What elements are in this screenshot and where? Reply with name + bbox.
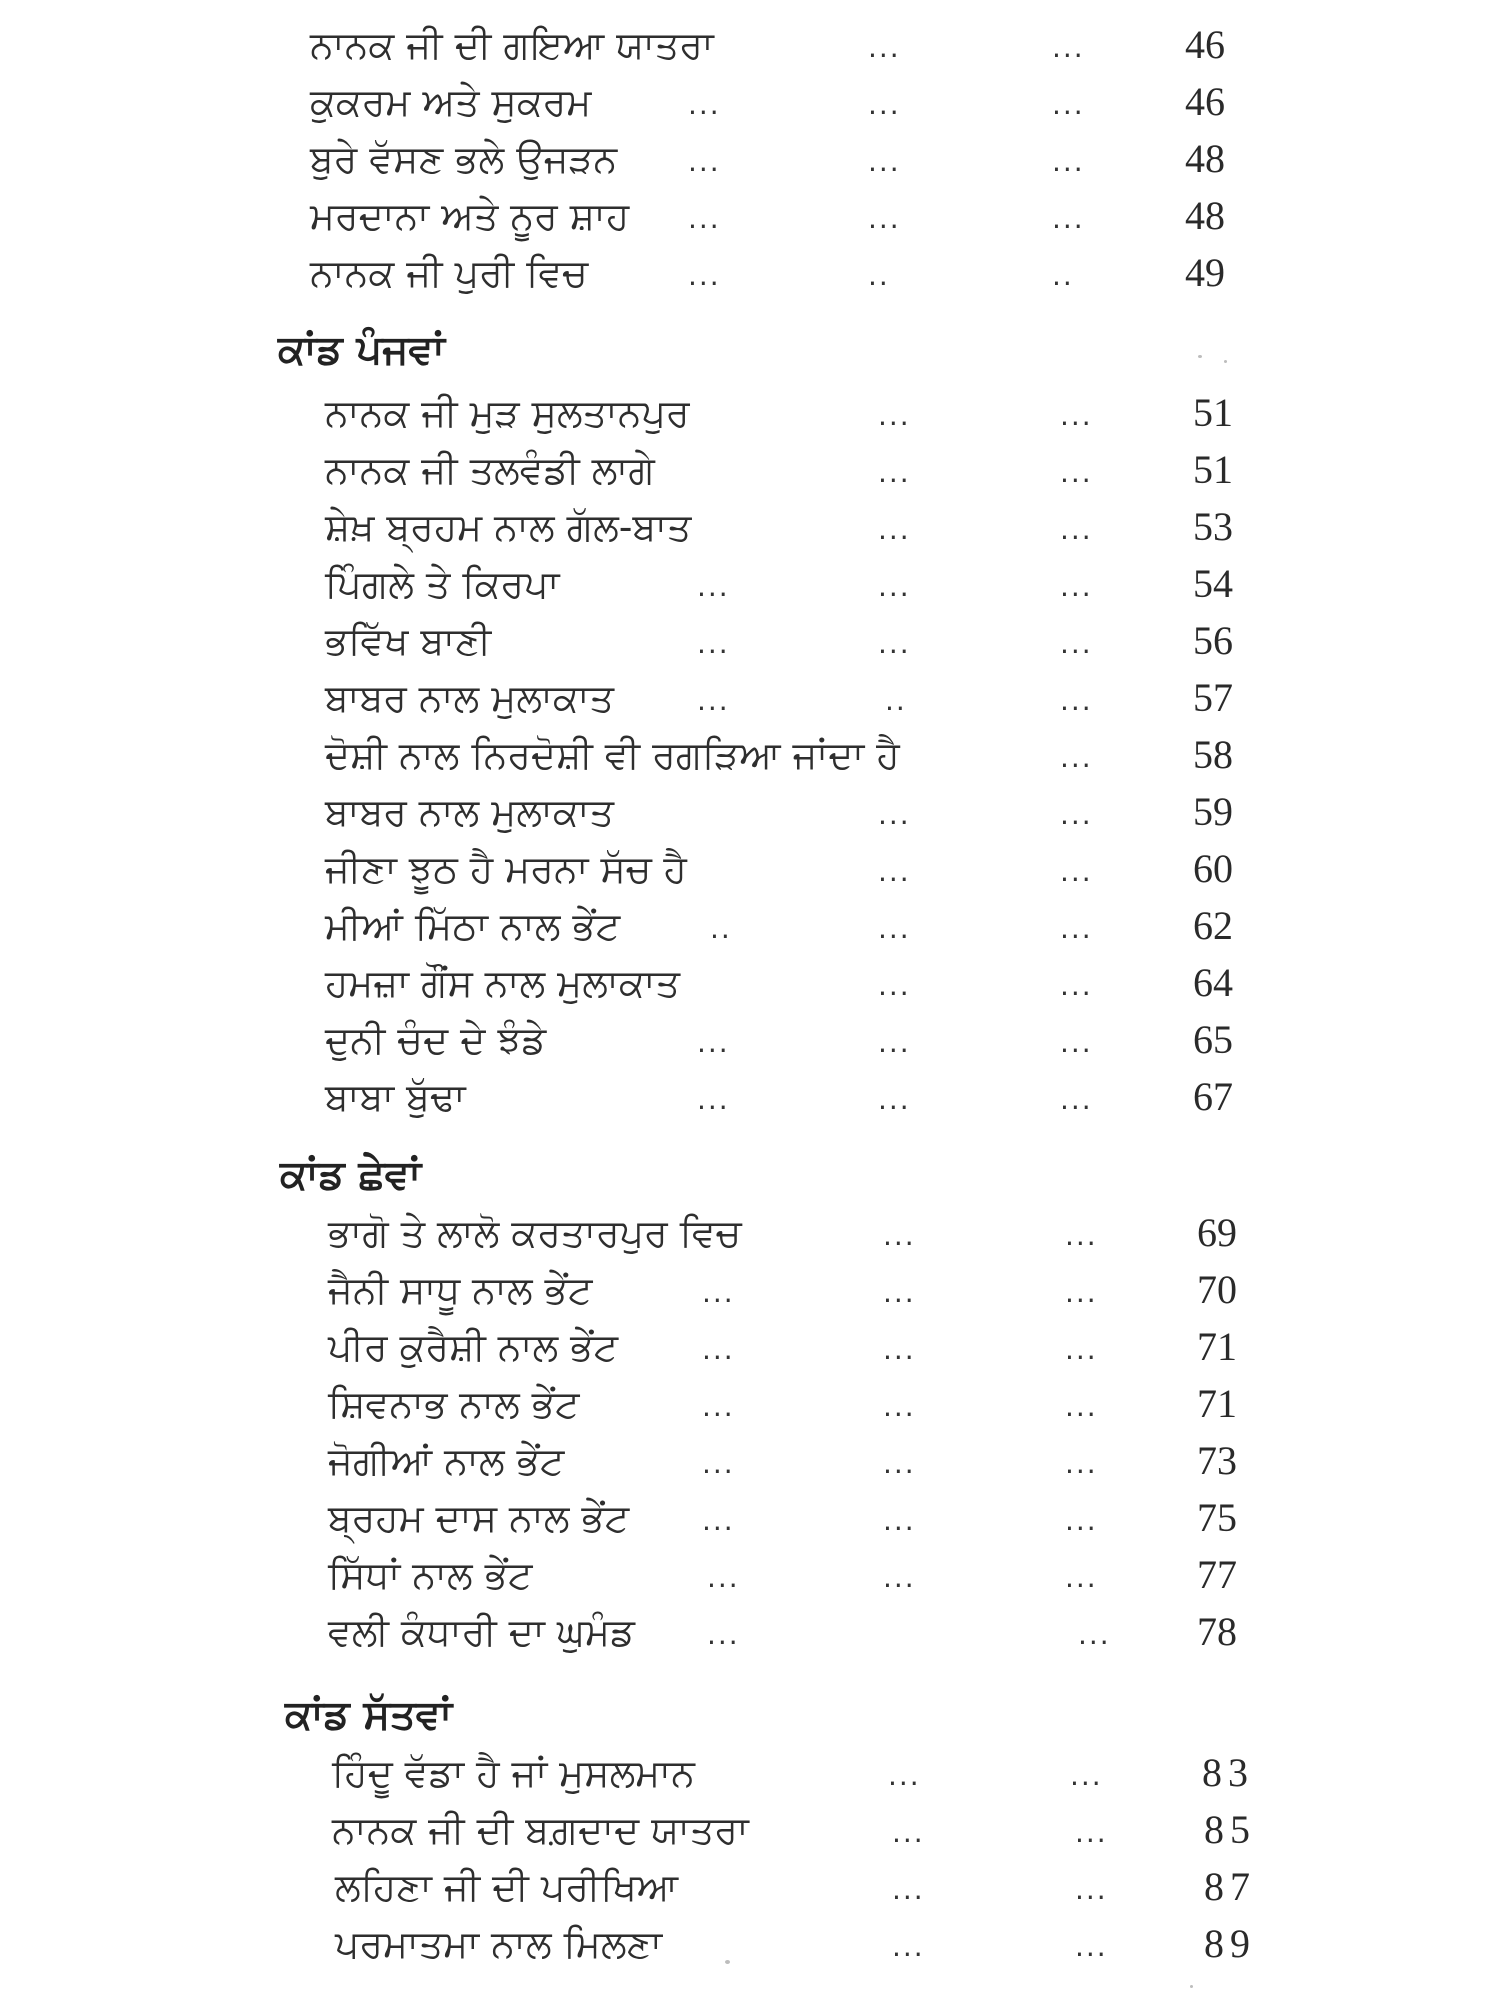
toc-entry-page-number: 83 — [1202, 1750, 1254, 1795]
toc-entry-leader: ... — [883, 1390, 916, 1423]
toc-entry-page-number: 60 — [1193, 846, 1233, 891]
toc-entry-page-number: 57 — [1193, 675, 1233, 720]
toc-entry-title: ਦੋਸ਼ੀ ਨਾਲ ਨਿਰਦੋਸ਼ੀ ਵੀ ਰਗੜਿਆ ਜਾਂਦਾ ਹੈ — [325, 733, 900, 777]
toc-entry-leader: ... — [888, 1759, 921, 1792]
toc-entry-page-number: 64 — [1193, 960, 1233, 1005]
toc-entry-page-number: 51 — [1193, 447, 1233, 492]
toc-entry-leader: ... — [688, 145, 721, 178]
toc-entry-leader: ... — [697, 627, 730, 660]
toc-entry-page-number: 87 — [1204, 1864, 1256, 1909]
toc-entry-page-number: 85 — [1204, 1807, 1256, 1852]
toc-entry-leader: .. — [885, 684, 907, 717]
toc-entry — [0, 559, 1500, 609]
toc-entry-title: ਜੈਨੀ ਸਾਧੂ ਨਾਲ ਭੇਂਟ — [328, 1268, 593, 1312]
toc-entry-title: ਨਾਨਕ ਜੀ ਦੀ ਬਗ਼ਦਾਦ ਯਾਤਰਾ — [332, 1808, 749, 1852]
toc-entry-leader: ... — [878, 798, 911, 831]
toc-entry-leader: ... — [878, 855, 911, 888]
toc-entry-leader: ... — [1065, 1333, 1098, 1366]
toc-entry-title: ਕੁਕਰਮ ਅਤੇ ਸੁਕਰਮ — [310, 80, 592, 124]
toc-entry-page-number: 48 — [1185, 136, 1225, 181]
toc-entry-leader: ... — [868, 202, 901, 235]
toc-entry-leader: ... — [1060, 1083, 1093, 1116]
toc-entry — [0, 844, 1500, 894]
toc-entry-page-number: 46 — [1185, 79, 1225, 124]
toc-entry-leader: ... — [697, 1083, 730, 1116]
toc-entry-leader: ... — [702, 1447, 735, 1480]
toc-entry-leader: ... — [702, 1276, 735, 1309]
toc-entry-leader: ... — [697, 1026, 730, 1059]
toc-entry-leader: ... — [1065, 1447, 1098, 1480]
toc-entry-title: ਪੀਰ ਕੁਰੈਸ਼ੀ ਨਾਲ ਭੇਂਟ — [328, 1325, 618, 1369]
toc-entry-leader: ... — [878, 570, 911, 603]
toc-entry-leader: ... — [1065, 1219, 1098, 1252]
toc-entry — [0, 1493, 1500, 1543]
toc-entry-leader: ... — [878, 1083, 911, 1116]
toc-entry-leader: ... — [1060, 627, 1093, 660]
toc-entry-page-number: 77 — [1197, 1552, 1237, 1597]
toc-entry-page-number: 67 — [1193, 1074, 1233, 1119]
toc-entry-title: ਬ੍ਰਹਮ ਦਾਸ ਨਾਲ ਭੇਂਟ — [328, 1496, 630, 1540]
toc-entry-title: ਬਾਬਰ ਨਾਲ ਮੁਲਾਕਾਤ — [325, 790, 614, 834]
toc-entry-title: ਜੀਣਾ ਝੂਠ ਹੈ ਮਰਨਾ ਸੱਚ ਹੈ — [325, 847, 687, 891]
section-heading: ਕਾਂਡ ਛੇਵਾਂ — [280, 1152, 422, 1198]
toc-entry — [0, 445, 1500, 495]
toc-entry-title: ਪਰਮਾਤਮਾ ਨਾਲ ਮਿਲਣਾ — [335, 1922, 663, 1966]
toc-entry-page-number: 65 — [1193, 1017, 1233, 1062]
toc-entry-leader: ... — [1065, 1504, 1098, 1537]
toc-entry-leader: .. — [1052, 259, 1074, 292]
toc-entry-title: ਮਰਦਾਨਾ ਅਤੇ ਨੂਰ ਸ਼ਾਹ — [310, 194, 630, 238]
toc-entry-leader: ... — [707, 1618, 740, 1651]
toc-entry-leader: ... — [1060, 684, 1093, 717]
toc-entry-page-number: 54 — [1193, 561, 1233, 606]
toc-entry — [0, 616, 1500, 666]
toc-entry — [0, 248, 1500, 298]
toc-entry-leader: ... — [878, 399, 911, 432]
toc-entry-leader: ... — [702, 1504, 735, 1537]
toc-entry — [0, 191, 1500, 241]
toc-entry-page-number: 71 — [1197, 1381, 1237, 1426]
toc-entry — [0, 1379, 1500, 1429]
toc-entry-title: ਨਾਨਕ ਜੀ ਪੁਰੀ ਵਿਚ — [310, 251, 588, 295]
toc-entry-title: ਜੋਗੀਆਂ ਨਾਲ ਭੇਂਟ — [328, 1439, 565, 1483]
toc-entry-leader: ... — [883, 1561, 916, 1594]
toc-entry-title: ਲਹਿਣਾ ਜੀ ਦੀ ਪਰੀਖਿਆ — [335, 1865, 679, 1909]
toc-entry-title: ਮੀਆਂ ਮਿੱਠਾ ਨਾਲ ਭੇਂਟ — [325, 904, 621, 948]
toc-entry-title: ਭਵਿੱਖ ਬਾਣੀ — [325, 619, 492, 663]
toc-entry — [0, 1919, 1500, 1969]
toc-entry-page-number: 46 — [1185, 22, 1225, 67]
toc-entry — [0, 958, 1500, 1008]
toc-entry-page-number: 69 — [1197, 1210, 1237, 1255]
toc-entry-leader: ... — [1075, 1930, 1108, 1963]
toc-entry-leader: ... — [1060, 912, 1093, 945]
toc-entry-leader: ... — [883, 1219, 916, 1252]
toc-entry-title: ਨਾਨਕ ਜੀ ਤਲਵੰਡੀ ਲਾਗੇ — [325, 448, 655, 492]
toc-entry-title: ਸਿੱਧਾਂ ਨਾਲ ਭੇਂਟ — [328, 1553, 533, 1597]
toc-entry-leader: ... — [1065, 1561, 1098, 1594]
toc-entry-leader: ... — [868, 31, 901, 64]
section-heading: ਕਾਂਡ ਸੱਤਵਾਂ — [285, 1692, 453, 1738]
toc-entry-page-number: 62 — [1193, 903, 1233, 948]
toc-entry-title: ਬੁਰੇ ਵੱਸਣ ਭਲੇ ਉਜੜਨ — [310, 137, 618, 181]
toc-entry-leader: ... — [1060, 855, 1093, 888]
toc-entry — [0, 502, 1500, 552]
toc-entry — [0, 1748, 1500, 1798]
toc-entry-leader: ... — [697, 570, 730, 603]
toc-entry-leader: ... — [1060, 1026, 1093, 1059]
toc-entry-leader: ... — [702, 1333, 735, 1366]
toc-entry — [0, 673, 1500, 723]
toc-entry — [0, 1805, 1500, 1855]
print-speck — [1198, 355, 1202, 358]
toc-entry — [0, 1436, 1500, 1486]
toc-entry-page-number: 53 — [1193, 504, 1233, 549]
toc-entry — [0, 134, 1500, 184]
toc-entry-leader: ... — [878, 912, 911, 945]
toc-entry-leader: ... — [1060, 570, 1093, 603]
toc-entry-leader: ... — [1060, 741, 1093, 774]
toc-entry-leader: ... — [878, 513, 911, 546]
toc-entry-page-number: 89 — [1204, 1921, 1256, 1966]
toc-entry-leader: ... — [1052, 31, 1085, 64]
toc-entry — [0, 77, 1500, 127]
toc-entry-leader: ... — [878, 627, 911, 660]
toc-entry-page-number: 73 — [1197, 1438, 1237, 1483]
print-speck — [725, 1960, 730, 1964]
toc-entry-leader: ... — [688, 88, 721, 121]
toc-entry-leader: ... — [688, 202, 721, 235]
toc-entry — [0, 1072, 1500, 1122]
toc-entry-leader: ... — [892, 1873, 925, 1906]
toc-entry — [0, 901, 1500, 951]
print-speck — [1190, 1985, 1193, 1988]
toc-entry-title: ਨਾਨਕ ਜੀ ਮੁੜ ਸੁਲਤਾਨਪੁਰ — [325, 391, 690, 435]
toc-entry-leader: ... — [1052, 202, 1085, 235]
toc-entry-page-number: 49 — [1185, 250, 1225, 295]
toc-entry-leader: ... — [707, 1561, 740, 1594]
section-heading: ਕਾਂਡ ਪੰਜਵਾਂ — [278, 327, 445, 373]
toc-entry-leader: ... — [868, 88, 901, 121]
toc-entry-leader: ... — [878, 456, 911, 489]
toc-entry-page-number: 51 — [1193, 390, 1233, 435]
toc-entry-leader: ... — [1052, 145, 1085, 178]
toc-entry-leader: .. — [710, 912, 732, 945]
toc-entry-leader: ... — [1060, 399, 1093, 432]
toc-entry-title: ਵਲੀ ਕੰਧਾਰੀ ਦਾ ਘੁਮੰਡ — [328, 1610, 635, 1654]
toc-entry — [0, 1550, 1500, 1600]
toc-entry-leader: ... — [892, 1930, 925, 1963]
toc-entry-leader: ... — [1065, 1390, 1098, 1423]
toc-entry — [0, 1265, 1500, 1315]
toc-entry-leader: ... — [883, 1333, 916, 1366]
toc-entry-title: ਪਿੰਗਲੇ ਤੇ ਕਿਰਪਾ — [325, 562, 560, 606]
toc-entry-leader: ... — [883, 1504, 916, 1537]
toc-entry — [0, 388, 1500, 438]
toc-entry-leader: ... — [868, 145, 901, 178]
toc-entry-leader: .. — [868, 259, 890, 292]
toc-entry-leader: ... — [878, 969, 911, 1002]
print-speck — [1224, 360, 1227, 363]
toc-entry-leader: ... — [1060, 798, 1093, 831]
toc-entry-leader: ... — [697, 684, 730, 717]
toc-entry — [0, 1862, 1500, 1912]
toc-entry — [0, 787, 1500, 837]
toc-entry — [0, 1607, 1500, 1657]
toc-entry-page-number: 71 — [1197, 1324, 1237, 1369]
toc-entry-leader: ... — [1052, 88, 1085, 121]
toc-entry-leader: ... — [688, 259, 721, 292]
toc-entry-page-number: 75 — [1197, 1495, 1237, 1540]
toc-entry-title: ਦੁਨੀ ਚੰਦ ਦੇ ਝੰਡੇ — [325, 1018, 547, 1062]
toc-entry-leader: ... — [878, 1026, 911, 1059]
toc-entry — [0, 1322, 1500, 1372]
toc-entry-leader: ... — [702, 1390, 735, 1423]
toc-entry-leader: ... — [892, 1816, 925, 1849]
toc-entry-title: ਭਾਗੋ ਤੇ ਲਾਲੋ ਕਰਤਾਰਪੁਰ ਵਿਚ — [328, 1211, 742, 1255]
toc-entry-leader: ... — [1065, 1276, 1098, 1309]
toc-entry-leader: ... — [1060, 513, 1093, 546]
toc-entry-title: ਸ਼ਿਵਨਾਭ ਨਾਲ ਭੇਂਟ — [328, 1382, 580, 1426]
toc-entry — [0, 730, 1500, 780]
toc-entry-title: ਬਾਬਰ ਨਾਲ ਮੁਲਾਕਾਤ — [325, 676, 614, 720]
toc-entry-leader: ... — [1070, 1759, 1103, 1792]
toc-entry-leader: ... — [1060, 456, 1093, 489]
toc-entry-page-number: 58 — [1193, 732, 1233, 777]
toc-entry-leader: ... — [883, 1276, 916, 1309]
toc-entry — [0, 1015, 1500, 1065]
toc-entry-leader: ... — [1078, 1618, 1111, 1651]
toc-entry-leader: ... — [883, 1447, 916, 1480]
toc-entry-leader: ... — [1075, 1873, 1108, 1906]
toc-entry-page-number: 59 — [1193, 789, 1233, 834]
toc-entry-page-number: 48 — [1185, 193, 1225, 238]
toc-entry — [0, 1208, 1500, 1258]
toc-entry-page-number: 70 — [1197, 1267, 1237, 1312]
toc-entry-title: ਬਾਬਾ ਬੁੱਢਾ — [325, 1075, 466, 1119]
toc-entry-title: ਹਿੰਦੂ ਵੱਡਾ ਹੈ ਜਾਂ ਮੁਸਲਮਾਨ — [332, 1751, 695, 1795]
toc-entry-title: ਹਮਜ਼ਾ ਗੌਂਸ ਨਾਲ ਮੁਲਾਕਾਤ — [325, 961, 680, 1005]
toc-entry-title: ਸ਼ੇਖ਼ ਬ੍ਰਹਮ ਨਾਲ ਗੱਲ-ਬਾਤ — [325, 505, 692, 549]
toc-entry-page-number: 56 — [1193, 618, 1233, 663]
toc-entry-leader: ... — [1075, 1816, 1108, 1849]
toc-entry-title: ਨਾਨਕ ਜੀ ਦੀ ਗਇਆ ਯਾਤਰਾ — [310, 23, 714, 67]
toc-entry-page-number: 78 — [1197, 1609, 1237, 1654]
toc-entry-leader: ... — [1060, 969, 1093, 1002]
toc-entry — [0, 20, 1500, 70]
